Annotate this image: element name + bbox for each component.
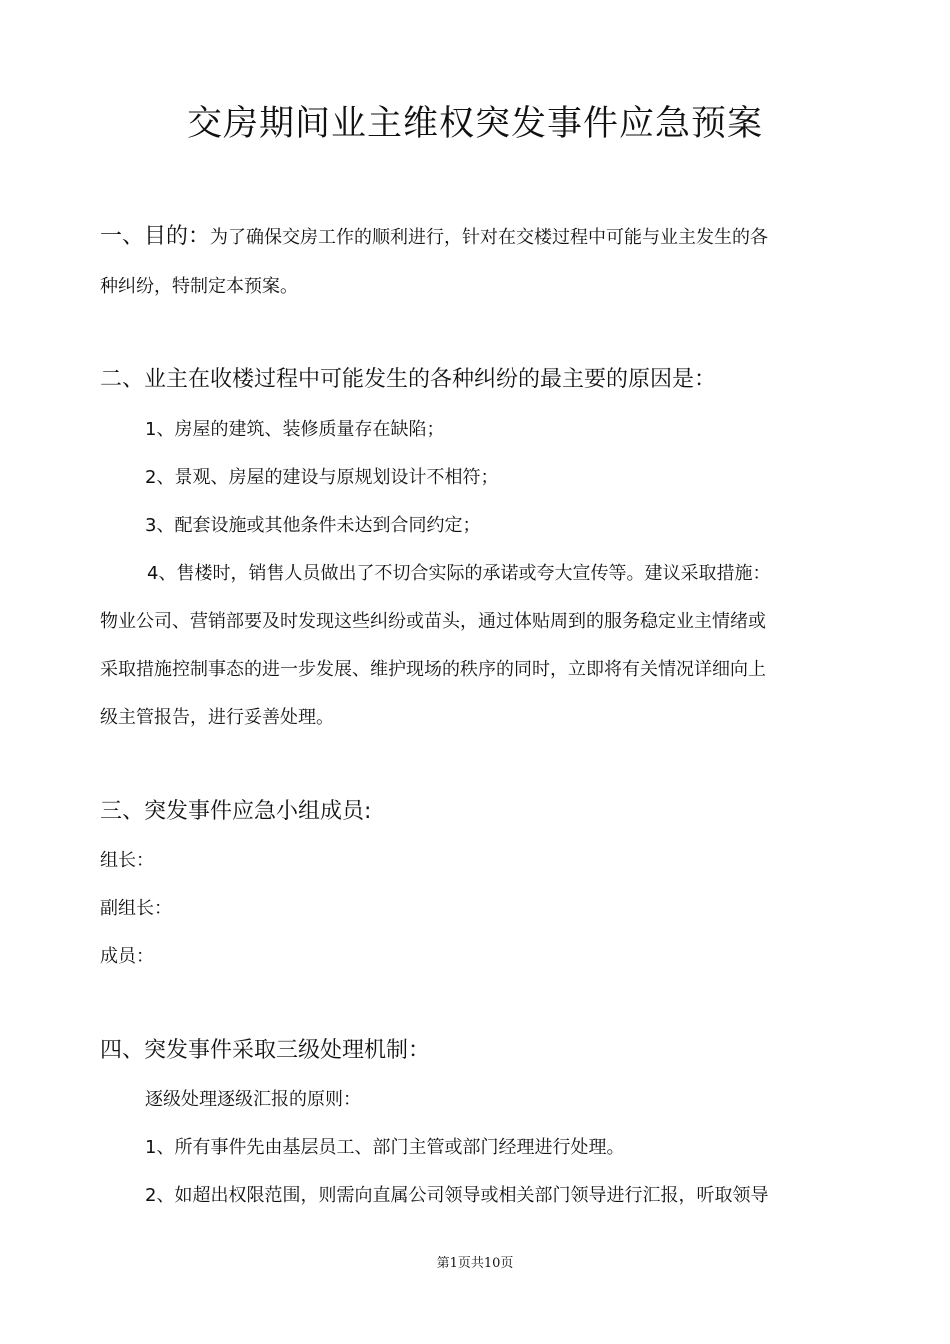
section4-principle: 逐级处理逐级汇报的原则： [145,1089,361,1110]
section2-item1: 1、房屋的建筑、装修质量存在缺陷； [145,419,445,440]
section2-item4-line2: 物业公司、营销部要及时发现这些纠纷或苗头，通过体贴周到的服务稳定业主情绪或 [100,611,766,632]
section3-members-label: 成员： [100,946,154,967]
section3-deputy-label: 副组长： [100,898,172,919]
section3-heading: 三、突发事件应急小组成员: [100,799,372,824]
page-footer: 第1页共10页 [436,1256,514,1271]
section2-item4-line4: 级主管报告，进行妥善处理。 [100,707,334,728]
section2-item3: 3、配套设施或其他条件未达到合同约定； [145,515,481,536]
section2-heading: 二、业主在收楼过程中可能发生的各种纠纷的最主要的原因是： [100,367,717,392]
section1-text-line1: 为了确保交房工作的顺利进行，针对在交楼过程中可能与业主发生的各 [210,227,769,248]
section2-item2: 2、景观、房屋的建设与原规划设计不相符； [145,467,499,488]
section2-item4-line1: 4、售楼时，销售人员做出了不切合实际的承诺或夸大宣传等。建议采取措施： [147,563,771,584]
section1-line1 [100,222,768,253]
section1-text-line2: 种纠纷，特制定本预案。 [100,276,298,297]
section3-leader-label: 组长： [100,850,154,871]
section4-heading: 四、突发事件采取三级处理机制： [100,1038,431,1063]
section1-heading: 一、目的： [100,224,211,249]
section4-item1: 1、所有事件先由基层员工、部门主管或部门经理进行处理。 [145,1137,625,1158]
section2-item4-line3: 采取措施控制事态的进一步发展、维护现场的秩序的同时，立即将有关情况详细向上 [100,659,766,680]
document-title: 交房期间业主维权突发事件应急预案 [186,104,763,144]
section4-item2: 2、如超出权限范围，则需向直属公司领导或相关部门领导进行汇报，听取领导 [145,1185,769,1206]
